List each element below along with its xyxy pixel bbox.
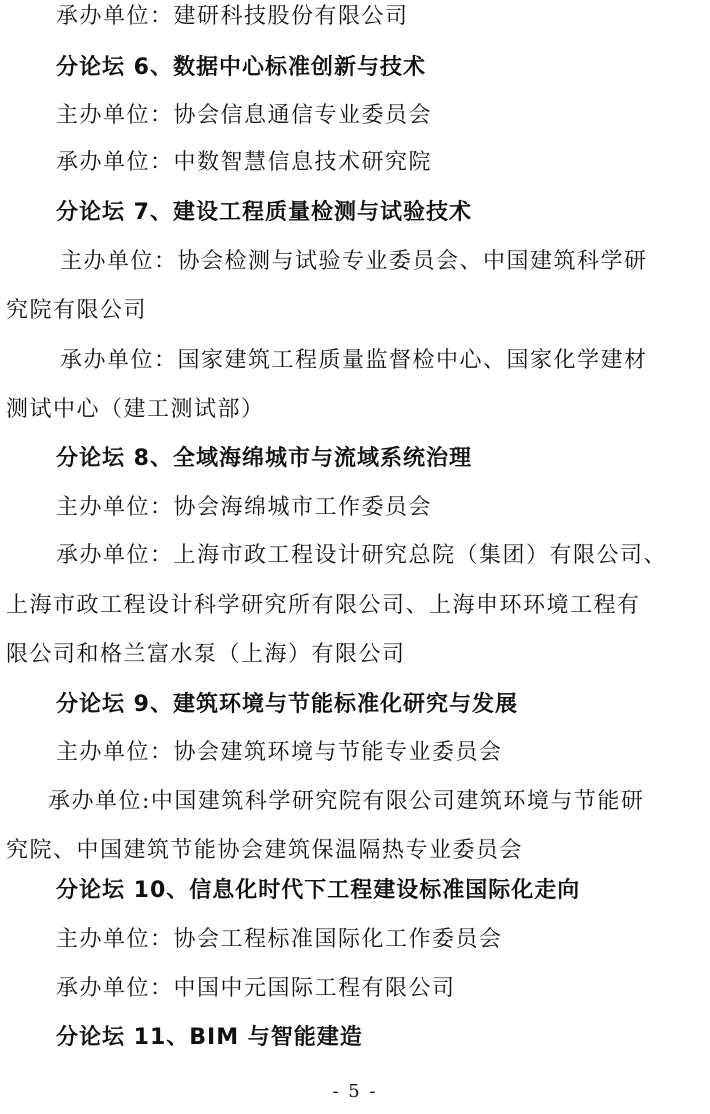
organizer-line-continued: 限公司和格兰富水泵（上海）有限公司	[6, 642, 406, 667]
organizer-line: 承办单位:中国建筑科学研究院有限公司建筑环境与节能研	[48, 789, 645, 814]
organizer-line: 承办单位：上海市政工程设计研究总院（集团）有限公司、	[56, 543, 668, 568]
organizer-line: 承办单位：国家建筑工程质量监督检中心、国家化学建材	[60, 348, 648, 373]
forum-heading-6: 分论坛 6、数据中心标准创新与技术	[56, 55, 426, 80]
page-number: - 5 -	[332, 1081, 378, 1102]
organizer-line-continued: 究院、中国建筑节能协会建筑保温隔热专业委员会	[6, 838, 524, 863]
organizer-line-continued: 测试中心（建工测试部）	[6, 397, 265, 422]
forum-heading-9: 分论坛 9、建筑环境与节能标准化研究与发展	[56, 692, 518, 717]
forum-heading-10: 分论坛 10、信息化时代下工程建设标准国际化走向	[56, 878, 581, 903]
organizer-line-continued: 上海市政工程设计科学研究所有限公司、上海申环环境工程有	[6, 593, 641, 618]
forum-heading-11: 分论坛 11、BIM 与智能建造	[56, 1025, 363, 1050]
host-line-continued: 究院有限公司	[6, 298, 148, 323]
organizer-line: 承办单位：建研科技股份有限公司	[56, 4, 409, 29]
host-line: 主办单位：协会工程标准国际化工作委员会	[56, 927, 503, 952]
organizer-line: 承办单位：中数智慧信息技术研究院	[56, 150, 433, 175]
forum-heading-8: 分论坛 8、全域海绵城市与流域系统治理	[56, 446, 472, 471]
host-line: 主办单位：协会检测与试验专业委员会、中国建筑科学研	[60, 249, 648, 274]
host-line: 主办单位：协会海绵城市工作委员会	[56, 495, 433, 520]
organizer-line: 承办单位：中国中元国际工程有限公司	[56, 976, 456, 1001]
forum-heading-7: 分论坛 7、建设工程质量检测与试验技术	[56, 200, 472, 225]
host-line: 主办单位：协会建筑环境与节能专业委员会	[56, 740, 503, 765]
host-line: 主办单位：协会信息通信专业委员会	[56, 103, 433, 128]
